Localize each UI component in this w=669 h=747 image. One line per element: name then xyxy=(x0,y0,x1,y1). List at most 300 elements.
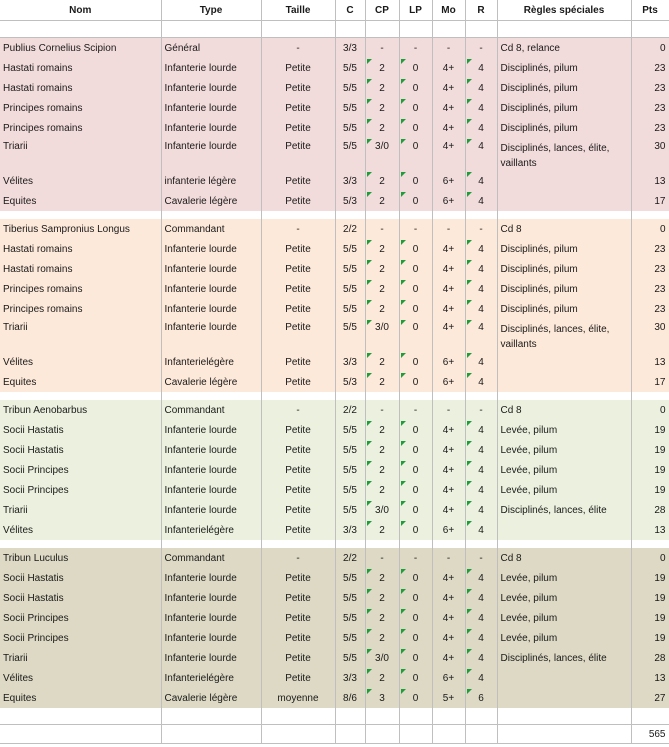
cell-r: 4 xyxy=(465,500,497,520)
cell-cp: 2 xyxy=(365,420,399,440)
cell-type: Infanterielégère xyxy=(161,520,261,540)
cell-pts: 19 xyxy=(631,588,669,608)
table-body xyxy=(0,21,669,744)
header-mo: Mo xyxy=(432,0,465,21)
empty-cell xyxy=(497,211,631,219)
cell-mo: 5+ xyxy=(432,688,465,708)
table-row xyxy=(0,460,669,480)
empty-cell xyxy=(497,708,631,725)
cell-r: 4 xyxy=(465,118,497,138)
cell-cp: 2 xyxy=(365,372,399,392)
cell-r: - xyxy=(465,400,497,420)
header-regles: Règles spéciales xyxy=(497,0,631,21)
cell-taille: Petite xyxy=(261,668,335,688)
empty-cell xyxy=(335,211,365,219)
cell-cp: 2 xyxy=(365,440,399,460)
cell-c: 5/3 xyxy=(335,372,365,392)
table-row xyxy=(0,420,669,440)
cell-taille: Petite xyxy=(261,138,335,171)
cell-r: 4 xyxy=(465,480,497,500)
cell-nom: Publius Cornelius Scipion xyxy=(0,38,161,59)
empty-cell xyxy=(161,708,261,725)
cell-mo: 4+ xyxy=(432,568,465,588)
table-row xyxy=(0,38,669,59)
empty-cell xyxy=(432,708,465,725)
cell-mo: 6+ xyxy=(432,352,465,372)
empty-cell xyxy=(335,708,365,725)
cell-nom: Principes romains xyxy=(0,98,161,118)
cell-nom: Triarii xyxy=(0,138,161,171)
cell-cp: 3/0 xyxy=(365,648,399,668)
cell-taille: - xyxy=(261,548,335,568)
cell-nom: Hastati romains xyxy=(0,58,161,78)
cell-nom: Socii Hastatis xyxy=(0,420,161,440)
cell-c: 5/5 xyxy=(335,648,365,668)
table-row xyxy=(0,520,669,540)
table-row xyxy=(0,548,669,568)
cell-lp: 0 xyxy=(399,319,432,352)
cell-c: 5/5 xyxy=(335,98,365,118)
table-row xyxy=(0,259,669,279)
empty-cell xyxy=(497,540,631,548)
cell-c: 2/2 xyxy=(335,219,365,239)
cell-type: Cavalerie légère xyxy=(161,191,261,211)
cell-type: Infanterie lourde xyxy=(161,78,261,98)
cell-mo: 4+ xyxy=(432,420,465,440)
cell-taille: Petite xyxy=(261,460,335,480)
cell-pts: 19 xyxy=(631,420,669,440)
cell-r: 4 xyxy=(465,191,497,211)
cell-nom: Equites xyxy=(0,191,161,211)
cell-type: Infanterie lourde xyxy=(161,420,261,440)
cell-taille: Petite xyxy=(261,191,335,211)
table-row xyxy=(0,352,669,372)
cell-nom: Socii Principes xyxy=(0,480,161,500)
cell-pts: 30 xyxy=(631,138,669,171)
cell-lp: 0 xyxy=(399,500,432,520)
empty-cell xyxy=(631,540,669,548)
cell-c: 3/3 xyxy=(335,38,365,59)
cell-c: 5/5 xyxy=(335,299,365,319)
cell-type: Infanterie lourde xyxy=(161,239,261,259)
table-row xyxy=(0,279,669,299)
cell-cp: 3/0 xyxy=(365,500,399,520)
cell-mo: 4+ xyxy=(432,480,465,500)
cell-lp: 0 xyxy=(399,460,432,480)
cell-type: Infanterie lourde xyxy=(161,588,261,608)
cell-cp: - xyxy=(365,400,399,420)
table-row xyxy=(0,58,669,78)
cell-taille: Petite xyxy=(261,352,335,372)
cell-lp: 0 xyxy=(399,191,432,211)
cell-c: 5/5 xyxy=(335,279,365,299)
cell-mo: 4+ xyxy=(432,628,465,648)
cell-type: Infanterie lourde xyxy=(161,259,261,279)
empty-cell xyxy=(497,21,631,38)
cell-r: 4 xyxy=(465,78,497,98)
cell-pts: 27 xyxy=(631,688,669,708)
cell-taille: Petite xyxy=(261,171,335,191)
empty-cell xyxy=(0,211,161,219)
table-row xyxy=(0,372,669,392)
empty-cell xyxy=(261,708,335,725)
cell-taille: Petite xyxy=(261,420,335,440)
cell-type: Infanterie lourde xyxy=(161,628,261,648)
cell-nom: Principes romains xyxy=(0,299,161,319)
cell-pts: 0 xyxy=(631,548,669,568)
cell-lp: 0 xyxy=(399,608,432,628)
cell-taille: - xyxy=(261,400,335,420)
cell-type: infanterie légère xyxy=(161,171,261,191)
cell-r: 4 xyxy=(465,588,497,608)
cell-pts: 0 xyxy=(631,38,669,59)
cell-c: 3/3 xyxy=(335,520,365,540)
cell-mo: 4+ xyxy=(432,78,465,98)
empty-cell xyxy=(161,540,261,548)
cell-cp: 2 xyxy=(365,628,399,648)
cell-type: Infanterie lourde xyxy=(161,319,261,352)
cell-r: 6 xyxy=(465,688,497,708)
cell-taille: Petite xyxy=(261,58,335,78)
cell-mo: 4+ xyxy=(432,588,465,608)
cell-r: 4 xyxy=(465,460,497,480)
cell-taille: moyenne xyxy=(261,688,335,708)
empty-cell xyxy=(465,725,497,744)
cell-cp: 3/0 xyxy=(365,138,399,171)
cell-type: Infanterie lourde xyxy=(161,138,261,171)
cell-taille: Petite xyxy=(261,568,335,588)
cell-c: 5/5 xyxy=(335,460,365,480)
cell-type: Infanterie lourde xyxy=(161,568,261,588)
cell-nom: Hastati romains xyxy=(0,78,161,98)
cell-mo: 4+ xyxy=(432,259,465,279)
empty-cell xyxy=(399,21,432,38)
cell-regles xyxy=(497,688,631,708)
cell-c: 5/5 xyxy=(335,319,365,352)
cell-regles xyxy=(497,171,631,191)
cell-regles: Disciplinés, pilum xyxy=(497,118,631,138)
cell-cp: 2 xyxy=(365,299,399,319)
cell-regles: Levée, pilum xyxy=(497,440,631,460)
cell-r: 4 xyxy=(465,98,497,118)
cell-regles: Disciplinés, pilum xyxy=(497,98,631,118)
cell-c: 5/5 xyxy=(335,78,365,98)
empty-cell xyxy=(365,540,399,548)
cell-cp: 2 xyxy=(365,118,399,138)
cell-type: Infanterie lourde xyxy=(161,440,261,460)
cell-c: 5/5 xyxy=(335,628,365,648)
cell-regles: Cd 8 xyxy=(497,548,631,568)
cell-c: 5/5 xyxy=(335,58,365,78)
empty-cell xyxy=(432,540,465,548)
cell-pts: 23 xyxy=(631,58,669,78)
cell-cp: 2 xyxy=(365,480,399,500)
empty-cell xyxy=(365,708,399,725)
cell-type: Infanterie lourde xyxy=(161,460,261,480)
cell-type: Infanterie lourde xyxy=(161,58,261,78)
cell-mo: 6+ xyxy=(432,171,465,191)
cell-taille: Petite xyxy=(261,118,335,138)
cell-nom: Vélites xyxy=(0,520,161,540)
cell-cp: 2 xyxy=(365,171,399,191)
cell-r: 4 xyxy=(465,608,497,628)
cell-cp: 2 xyxy=(365,568,399,588)
cell-taille: Petite xyxy=(261,279,335,299)
cell-cp: - xyxy=(365,38,399,59)
cell-pts: 13 xyxy=(631,352,669,372)
empty-cell xyxy=(365,21,399,38)
empty-cell xyxy=(465,211,497,219)
cell-cp: 2 xyxy=(365,520,399,540)
cell-nom: Socii Principes xyxy=(0,460,161,480)
cell-c: 5/5 xyxy=(335,440,365,460)
cell-lp: - xyxy=(399,38,432,59)
cell-c: 5/5 xyxy=(335,420,365,440)
empty-cell xyxy=(261,211,335,219)
cell-mo: 4+ xyxy=(432,608,465,628)
cell-nom: Principes romains xyxy=(0,279,161,299)
table-row xyxy=(0,191,669,211)
cell-pts: 28 xyxy=(631,500,669,520)
cell-nom: Vélites xyxy=(0,171,161,191)
cell-mo: - xyxy=(432,548,465,568)
table-row xyxy=(0,98,669,118)
cell-r: 4 xyxy=(465,420,497,440)
table-row xyxy=(0,480,669,500)
empty-cell xyxy=(465,708,497,725)
empty-cell xyxy=(261,392,335,400)
cell-r: 4 xyxy=(465,239,497,259)
cell-taille: - xyxy=(261,38,335,59)
cell-r: 4 xyxy=(465,171,497,191)
cell-type: Infanterie lourde xyxy=(161,480,261,500)
cell-pts: 23 xyxy=(631,78,669,98)
cell-lp: 0 xyxy=(399,239,432,259)
table-row xyxy=(0,628,669,648)
cell-lp: 0 xyxy=(399,372,432,392)
cell-pts: 19 xyxy=(631,480,669,500)
cell-lp: 0 xyxy=(399,688,432,708)
cell-type: Infanterie lourde xyxy=(161,118,261,138)
cell-regles: Cd 8 xyxy=(497,219,631,239)
cell-lp: - xyxy=(399,548,432,568)
cell-regles: Levée, pilum xyxy=(497,588,631,608)
table-row xyxy=(0,171,669,191)
cell-lp: 0 xyxy=(399,480,432,500)
cell-regles xyxy=(497,520,631,540)
header-r: R xyxy=(465,0,497,21)
table-row xyxy=(0,219,669,239)
cell-pts: 13 xyxy=(631,520,669,540)
table-row xyxy=(0,299,669,319)
cell-taille: Petite xyxy=(261,608,335,628)
cell-cp: 3/0 xyxy=(365,319,399,352)
cell-lp: 0 xyxy=(399,98,432,118)
total-points: 565 xyxy=(631,725,669,744)
empty-cell xyxy=(161,725,261,744)
group-separator xyxy=(0,392,669,400)
cell-pts: 23 xyxy=(631,118,669,138)
table-row xyxy=(0,688,669,708)
cell-mo: 4+ xyxy=(432,58,465,78)
cell-type: Infanterie lourde xyxy=(161,648,261,668)
cell-lp: 0 xyxy=(399,58,432,78)
cell-type: Cavalerie légère xyxy=(161,372,261,392)
cell-regles: Disciplinés, lances, élite, vaillants xyxy=(497,138,631,171)
cell-cp: 2 xyxy=(365,588,399,608)
cell-nom: Socii Principes xyxy=(0,628,161,648)
cell-type: Infanterie lourde xyxy=(161,299,261,319)
cell-c: 5/5 xyxy=(335,500,365,520)
cell-pts: 0 xyxy=(631,219,669,239)
cell-mo: 4+ xyxy=(432,299,465,319)
empty-cell xyxy=(399,392,432,400)
cell-regles: Disciplinés, lances, élite xyxy=(497,648,631,668)
cell-regles: Disciplinés, pilum xyxy=(497,279,631,299)
cell-nom: Socii Hastatis xyxy=(0,588,161,608)
empty-cell xyxy=(365,725,399,744)
cell-taille: Petite xyxy=(261,440,335,460)
cell-cp: - xyxy=(365,219,399,239)
cell-mo: 4+ xyxy=(432,319,465,352)
empty-cell xyxy=(0,725,161,744)
cell-c: 5/5 xyxy=(335,118,365,138)
cell-lp: 0 xyxy=(399,440,432,460)
cell-type: Cavalerie légère xyxy=(161,688,261,708)
empty-cell xyxy=(335,21,365,38)
cell-mo: 4+ xyxy=(432,440,465,460)
table-row xyxy=(0,568,669,588)
cell-mo: 6+ xyxy=(432,520,465,540)
cell-pts: 19 xyxy=(631,460,669,480)
empty-cell xyxy=(365,211,399,219)
cell-pts: 30 xyxy=(631,319,669,352)
cell-pts: 23 xyxy=(631,259,669,279)
cell-type: Infanterie lourde xyxy=(161,98,261,118)
total-row xyxy=(0,725,669,744)
empty-cell xyxy=(631,392,669,400)
header-row xyxy=(0,0,669,21)
cell-mo: 4+ xyxy=(432,500,465,520)
table-row xyxy=(0,500,669,520)
group-separator xyxy=(0,540,669,548)
cell-taille: Petite xyxy=(261,78,335,98)
cell-nom: Socii Hastatis xyxy=(0,440,161,460)
cell-type: Commandant xyxy=(161,400,261,420)
cell-lp: - xyxy=(399,400,432,420)
cell-cp: 2 xyxy=(365,78,399,98)
empty-cell xyxy=(497,392,631,400)
cell-pts: 28 xyxy=(631,648,669,668)
cell-c: 3/3 xyxy=(335,352,365,372)
cell-lp: 0 xyxy=(399,352,432,372)
cell-mo: 4+ xyxy=(432,118,465,138)
cell-r: 4 xyxy=(465,138,497,171)
cell-regles: Levée, pilum xyxy=(497,480,631,500)
cell-lp: 0 xyxy=(399,118,432,138)
empty-cell xyxy=(631,708,669,725)
table-row xyxy=(0,608,669,628)
cell-nom: Hastati romains xyxy=(0,239,161,259)
cell-taille: Petite xyxy=(261,588,335,608)
cell-regles: Disciplinés, pilum xyxy=(497,299,631,319)
cell-type: Commandant xyxy=(161,219,261,239)
cell-cp: 2 xyxy=(365,279,399,299)
empty-cell xyxy=(261,21,335,38)
empty-cell xyxy=(399,540,432,548)
cell-nom: Triarii xyxy=(0,500,161,520)
cell-lp: 0 xyxy=(399,259,432,279)
empty-cell xyxy=(0,540,161,548)
cell-nom: Tribun Luculus xyxy=(0,548,161,568)
header-pts: Pts xyxy=(631,0,669,21)
cell-nom: Triarii xyxy=(0,648,161,668)
cell-mo: 6+ xyxy=(432,668,465,688)
cell-pts: 23 xyxy=(631,279,669,299)
cell-pts: 19 xyxy=(631,568,669,588)
cell-type: Général xyxy=(161,38,261,59)
cell-type: Infanterie lourde xyxy=(161,500,261,520)
cell-lp: 0 xyxy=(399,588,432,608)
cell-taille: Petite xyxy=(261,480,335,500)
cell-lp: 0 xyxy=(399,520,432,540)
table-row xyxy=(0,588,669,608)
empty-cell xyxy=(0,392,161,400)
cell-pts: 23 xyxy=(631,239,669,259)
cell-pts: 17 xyxy=(631,191,669,211)
cell-nom: Principes romains xyxy=(0,118,161,138)
table-row xyxy=(0,648,669,668)
table-row xyxy=(0,118,669,138)
cell-r: 4 xyxy=(465,648,497,668)
empty-cell xyxy=(335,540,365,548)
cell-c: 3/3 xyxy=(335,668,365,688)
cell-r: 4 xyxy=(465,279,497,299)
cell-regles: Cd 8, relance xyxy=(497,38,631,59)
cell-regles xyxy=(497,352,631,372)
cell-pts: 23 xyxy=(631,299,669,319)
header-nom: Nom xyxy=(0,0,161,21)
cell-cp: 2 xyxy=(365,191,399,211)
group-separator xyxy=(0,211,669,219)
cell-cp: 2 xyxy=(365,259,399,279)
cell-r: 4 xyxy=(465,58,497,78)
cell-c: 5/5 xyxy=(335,138,365,171)
cell-regles: Disciplinés, pilum xyxy=(497,259,631,279)
empty-cell xyxy=(161,392,261,400)
cell-type: Infanterielégère xyxy=(161,352,261,372)
cell-type: Commandant xyxy=(161,548,261,568)
cell-regles: Levée, pilum xyxy=(497,420,631,440)
cell-taille: Petite xyxy=(261,500,335,520)
cell-regles: Disciplinés, lances, élite xyxy=(497,500,631,520)
spacer-row xyxy=(0,708,669,725)
cell-mo: 4+ xyxy=(432,648,465,668)
cell-regles: Disciplinés, pilum xyxy=(497,239,631,259)
cell-lp: 0 xyxy=(399,420,432,440)
cell-mo: - xyxy=(432,219,465,239)
cell-taille: Petite xyxy=(261,239,335,259)
cell-regles: Disciplinés, lances, élite, vaillants xyxy=(497,319,631,352)
cell-taille: Petite xyxy=(261,372,335,392)
header-taille: Taille xyxy=(261,0,335,21)
cell-r: 4 xyxy=(465,520,497,540)
header-c: C xyxy=(335,0,365,21)
cell-nom: Triarii xyxy=(0,319,161,352)
cell-lp: 0 xyxy=(399,78,432,98)
cell-cp: 2 xyxy=(365,352,399,372)
cell-nom: Socii Principes xyxy=(0,608,161,628)
